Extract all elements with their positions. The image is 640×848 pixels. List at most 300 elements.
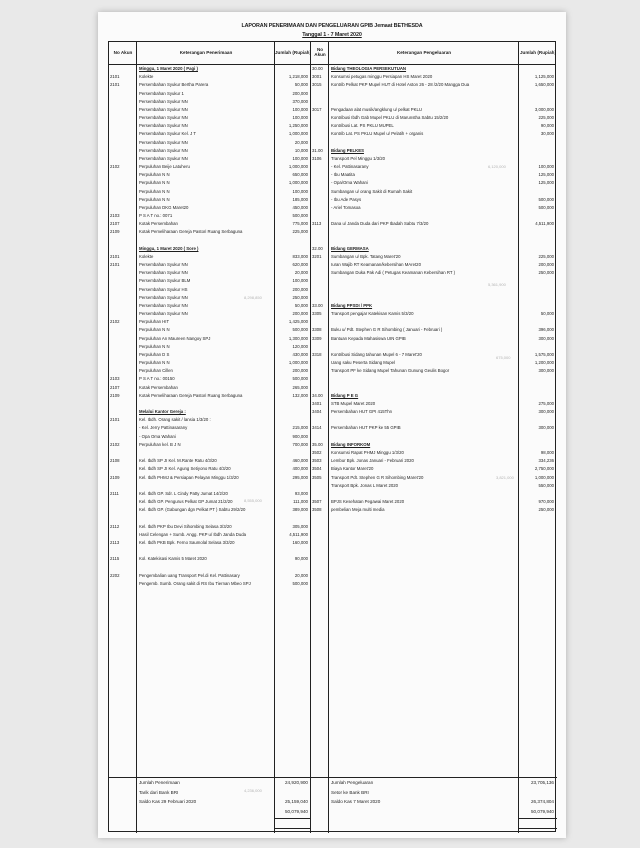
income-amount: 500,000 xyxy=(292,327,308,333)
income-description: Kotak Persembahan xyxy=(139,221,178,227)
summary-income-amount: 25,159,040 xyxy=(285,799,308,804)
expense-description: STB Mupel Maret 2020 xyxy=(331,400,376,406)
income-amount: 160,000 xyxy=(292,539,308,545)
expense-amount: 1,650,000 xyxy=(534,82,554,88)
income-account-no: 2101 xyxy=(110,74,120,80)
income-description: Pengembalian uang Transport Pel.di Kel. Pattinasary xyxy=(139,572,240,578)
expense-description: - Ibu Ade Pasys xyxy=(331,196,362,202)
income-description: Perpuluhan N N xyxy=(139,327,170,333)
expense-row xyxy=(109,155,557,163)
income-amount: 250,000 xyxy=(292,294,308,300)
header-no-akun-right: No Akun xyxy=(314,47,326,57)
expense-account-no: 3508 xyxy=(312,507,322,513)
expense-amount: 300,000 xyxy=(538,335,554,341)
expense-row xyxy=(109,490,557,498)
expense-description: - Opa/Oma Wahani xyxy=(331,180,368,186)
expense-amount: 550,000 xyxy=(538,482,554,488)
expense-amount: 500,000 xyxy=(538,204,554,210)
expense-account-no: 3309 xyxy=(312,335,322,341)
expense-row xyxy=(109,98,557,106)
income-account-no: 2109 xyxy=(110,229,120,235)
income-account-no: 2101 xyxy=(110,253,120,259)
expense-row xyxy=(109,147,557,155)
expense-description: Kontribusi Lat. PS PKLU MUPEL xyxy=(331,123,394,129)
expense-amount: 225,000 xyxy=(538,253,554,259)
expense-row xyxy=(109,318,557,326)
income-amount: 450,000 xyxy=(292,204,308,210)
income-amount: 10,000 xyxy=(294,147,308,153)
expense-amount: 90,000 xyxy=(540,123,554,129)
expense-account-no: 3505 xyxy=(312,474,322,480)
income-description: Kotak Pemeliharaan Gereja Pastori Ruang Serbaguna xyxy=(139,392,243,398)
expense-section-heading: Bidang INFORKOM xyxy=(331,441,371,447)
income-amount: 120,000 xyxy=(292,343,308,349)
expense-account-no: 3015 xyxy=(312,82,322,88)
income-description: Kotak Persembahan xyxy=(139,384,178,390)
income-description: Persembahan Syukur Kel. J T xyxy=(139,131,197,137)
income-amount: 90,000 xyxy=(294,556,308,562)
expense-account-no: 3504 xyxy=(312,466,322,472)
expense-row xyxy=(109,122,557,130)
expense-description: - Kel. Pattinasarany xyxy=(331,164,369,170)
expense-row xyxy=(109,294,557,302)
expense-row xyxy=(109,474,557,482)
summary-expense-label: Jumlah Pengeluaran xyxy=(331,780,374,785)
expense-description: Transport pengajar Katekisan Kamis 5/3/20 xyxy=(331,311,414,317)
expense-account-no: 32.00 xyxy=(312,245,323,251)
income-amount: 305,000 xyxy=(292,523,308,529)
income-description: Hasil Celengan + Sumb. Angg. PKP u/ Ibdh Janda Duda xyxy=(139,531,247,537)
income-amount: 430,000 xyxy=(292,351,308,357)
income-description: Perpuluhan Cillen xyxy=(139,368,173,374)
expense-account-no: 3318 xyxy=(312,351,322,357)
expense-account-no: 3113 xyxy=(312,221,322,227)
income-section-heading: Minggu, 1 Maret 2020 ( Pagi ) xyxy=(139,66,198,71)
total-underline xyxy=(519,818,557,819)
income-description: Perpuluhan HIT xyxy=(139,319,170,325)
expense-amount: 1,000,000 xyxy=(534,474,554,480)
income-row xyxy=(109,539,557,547)
expense-description: Transport Pdt. Stephen G R Sihombing Maret'20 xyxy=(331,474,424,480)
expense-row xyxy=(109,114,557,122)
expense-description: Buku u/ Pdt. Stephen G R Sihombing ( Januari - Februari ) xyxy=(331,327,443,333)
income-amount: 93,000 xyxy=(294,490,308,496)
income-description: Persembahan Syukur NN xyxy=(139,294,188,300)
income-account-no: 2101 xyxy=(110,82,120,88)
income-amount: 500,000 xyxy=(292,376,308,382)
expense-row xyxy=(109,400,557,408)
expense-description: Sumbangan u/ Bpk. Tatang Maret'20 xyxy=(331,253,401,259)
income-amount: 200,000 xyxy=(292,90,308,96)
income-amount: 111,000 xyxy=(293,499,308,504)
expense-description: - Ibu Maatita xyxy=(331,172,355,178)
expense-row xyxy=(109,204,557,212)
expense-row xyxy=(109,253,557,261)
income-amount: 100,000 xyxy=(292,155,308,161)
expense-description: Konsumsi petugas minggu Persiapan HS Maret 2020 xyxy=(331,74,433,80)
income-description: Perpuluhan N N xyxy=(139,343,170,349)
income-account-no: 2102 xyxy=(110,164,120,170)
expense-row xyxy=(109,326,557,334)
income-account-no: 2107 xyxy=(110,384,120,390)
income-row xyxy=(109,563,557,571)
expense-amount: 500,000 xyxy=(538,196,554,202)
income-account-no: 2109 xyxy=(110,474,120,480)
expense-amount: 100,000 xyxy=(538,164,554,170)
income-amount: 265,000 xyxy=(292,384,308,390)
expense-description: Kontribusi Ibdh Gab Mupel PKLU di Marunstha Sabtu 15/2/20 xyxy=(331,115,449,121)
income-amount: 225,000 xyxy=(292,229,308,235)
expense-row xyxy=(109,90,557,98)
expense-account-no: 3404 xyxy=(312,409,322,415)
expense-row xyxy=(109,384,557,392)
income-description: Kel. Ibdh SP JI Kel. Agung Setiyono Ratu 4/3/20 xyxy=(139,466,231,472)
expense-account-no: 3308 xyxy=(312,327,322,333)
income-description: Perpuluhan N N xyxy=(139,172,170,178)
income-account-no: 2108 xyxy=(110,458,120,464)
expense-row xyxy=(109,433,557,441)
expense-account-no: 3201 xyxy=(312,253,322,259)
expense-amount: 1,575,000 xyxy=(534,351,554,357)
expense-amount: 1,125,000 xyxy=(534,74,554,80)
income-amount: 200,000 xyxy=(292,311,308,317)
total-underline xyxy=(275,828,310,829)
expense-account-no: 3001 xyxy=(312,74,322,80)
expense-section-heading: Bidang PELKES xyxy=(331,147,364,153)
income-amount: 50,000 xyxy=(294,302,308,308)
expense-row xyxy=(109,310,557,318)
income-row xyxy=(109,580,557,588)
expense-row xyxy=(109,228,557,236)
income-amount: 185,000 xyxy=(292,196,308,202)
income-amount: 500,000 xyxy=(292,580,308,586)
income-description: Persembahan Syukur NN xyxy=(139,115,188,121)
income-amount: 1,300,000 xyxy=(288,335,308,341)
subtotal-stamp: 3,821,000 xyxy=(496,475,514,480)
expense-description: Persembahan HUT PKP ke 55 GPIB xyxy=(331,425,401,431)
income-account-no: 2111 xyxy=(110,490,119,496)
income-amount: 500,000 xyxy=(292,213,308,219)
report-sheet xyxy=(98,12,566,838)
income-account-no: 2102 xyxy=(110,441,120,447)
income-description: Persembahan Syukur BLM xyxy=(139,278,191,284)
income-description: Persembahan Syukur NN xyxy=(139,98,188,104)
expense-row xyxy=(109,375,557,383)
expense-amount: 1,200,000 xyxy=(534,360,554,366)
income-account-no: 2115 xyxy=(110,556,120,562)
expense-row xyxy=(109,424,557,432)
expense-row xyxy=(109,139,557,147)
income-description: P S A T no.: 0071 xyxy=(139,213,173,219)
income-amount: 295,000 xyxy=(292,474,308,480)
subtotal-stamp: 8,555,000 xyxy=(244,498,262,503)
report-title: LAPORAN PENERIMAAN DAN PENGELUARAN GPIB Jemaat BETHESDA xyxy=(241,23,423,29)
income-description: Persembahan Syukur NN xyxy=(139,147,188,153)
income-description: Persembahan Syukur NN xyxy=(139,270,188,276)
expense-amount: 125,000 xyxy=(538,172,554,178)
income-row xyxy=(109,531,557,539)
income-description: - Opa Oma Wahani xyxy=(139,433,176,439)
income-account-no: 2202 xyxy=(110,572,120,578)
income-row xyxy=(109,514,557,522)
income-description: Kel. Ibdh GP. (Gabungan dgn Pelkat PT ) Sabtu 29/2/20 xyxy=(139,507,246,513)
income-account-no: 2112 xyxy=(110,523,120,529)
expense-amount: 2,750,000 xyxy=(534,466,554,472)
expense-description: Persembahan HUT GPI 415Thn xyxy=(331,409,393,415)
expense-account-no: 3507 xyxy=(312,499,322,504)
expense-description: Bantuan Kepada Mahasiswa UIN GPIB xyxy=(331,335,406,341)
expense-description: Sumbangan Duka Pak Adi ( Petugas Keamanan Kebersihan RT ) xyxy=(331,270,456,276)
income-account-no: 2103 xyxy=(110,213,120,219)
income-account-no: 2107 xyxy=(110,221,120,227)
income-description: Kotak Pemeliharaan Gereja Pastori Ruang Serbaguna xyxy=(139,229,243,235)
income-amount: 1,425,000 xyxy=(288,319,308,325)
income-account-no: 2101 xyxy=(110,262,120,268)
expense-row xyxy=(109,465,557,473)
expense-description: Biaya Kantor Maret'20 xyxy=(331,466,374,472)
income-amount: 370,000 xyxy=(292,98,308,104)
total-underline xyxy=(519,828,557,829)
expense-account-no: 30.00 xyxy=(312,66,323,71)
header-jumlah-left: Jumlah (Rupiah) xyxy=(275,49,311,55)
expense-amount: 275,000 xyxy=(538,400,554,406)
income-description: Persembahan Syukur NN xyxy=(139,262,188,268)
expense-description: Transport PF ke Sidang Mupel Tahunan Gunung Geulis Bogor xyxy=(331,368,450,374)
expense-amount: 225,000 xyxy=(538,115,554,121)
income-description: Persembahan Syukur HS xyxy=(139,286,188,292)
summary-expense-label: Setor ke Bank BRI xyxy=(331,789,369,795)
income-row xyxy=(109,572,557,580)
expense-row xyxy=(109,261,557,269)
income-amount: 200,000 xyxy=(292,286,308,292)
income-amount: 100,000 xyxy=(292,278,308,284)
summary-expense-label: Saldo Kas 7 Maret 2020 xyxy=(331,799,381,804)
expense-amount: 50,000 xyxy=(540,311,554,317)
income-amount: 900,000 xyxy=(292,433,308,439)
income-amount: 1,000,000 xyxy=(288,164,308,170)
income-description: - Kel. Jerry Pattinasarany xyxy=(139,425,188,431)
expense-description: Kontribusi Sidang tahunan Mupel 6 - 7 Maret'20 xyxy=(331,351,422,357)
expense-row xyxy=(109,81,557,89)
expense-row xyxy=(109,367,557,375)
income-amount: 20,000 xyxy=(294,572,308,578)
expense-description: - Ariel Tomasoa xyxy=(331,204,361,210)
income-description: Perpuluhan An Maureen Nangoy SPJ xyxy=(139,335,211,341)
income-amount: 389,000 xyxy=(292,507,308,513)
expense-row xyxy=(109,482,557,490)
income-amount: 100,000 xyxy=(292,188,308,194)
expense-description: Uang saku Peserta Sidang Mupel xyxy=(331,360,396,366)
expense-amount: 300,000 xyxy=(538,368,554,374)
income-description: Perpuluhan N N xyxy=(139,188,170,194)
header-jumlah-right: Jumlah (Rupiah) xyxy=(520,49,556,55)
income-description: Kel. Ibdh PKB Bpk. Ferno Saumolal Selasa 3/3/20 xyxy=(139,539,235,545)
expense-account-no: 3305 xyxy=(312,311,322,317)
income-description: Persembahan Syukur NN xyxy=(139,139,188,145)
income-amount: 775,000 xyxy=(292,221,308,227)
expense-row xyxy=(109,498,557,506)
expense-description: Lembur Bpk. Jonas Januari - Februari 2020 xyxy=(331,458,414,464)
expense-row xyxy=(109,220,557,228)
summary-income-label: Jumlah Penerimaan xyxy=(139,780,180,785)
expense-row xyxy=(109,416,557,424)
income-amount: 700,000 xyxy=(292,441,308,447)
expense-row xyxy=(109,130,557,138)
income-amount: 215,000 xyxy=(292,425,308,431)
income-description: Kolekte xyxy=(139,253,154,259)
subtotal-stamp: 675,000 xyxy=(496,355,511,360)
expense-row xyxy=(109,302,557,310)
summary-expense-amount: 23,705,136 xyxy=(531,780,554,785)
summary-income-label: Saldo Kas 29 Februari 2020 xyxy=(139,799,197,804)
expense-amount: 30,000 xyxy=(540,131,554,137)
income-row xyxy=(109,547,557,555)
income-amount: 20,000 xyxy=(294,270,308,276)
summary-expense-amount: 26,374,804 xyxy=(531,799,554,804)
expense-amount: 125,000 xyxy=(538,180,554,186)
income-account-no: 2102 xyxy=(110,319,120,325)
income-description: Perpuluhan N N xyxy=(139,360,170,366)
expense-row xyxy=(109,408,557,416)
expense-row xyxy=(109,73,557,81)
expense-account-no: 3502 xyxy=(312,449,322,455)
expense-row xyxy=(109,506,557,514)
expense-amount: 300,000 xyxy=(538,409,554,415)
income-amount: 650,000 xyxy=(292,172,308,178)
income-description: Perpuluhan DKG Maret20 xyxy=(139,204,189,210)
header-keterangan-penerimaan: Keterangan Penerimaan xyxy=(179,49,233,55)
expense-row xyxy=(109,237,557,245)
expense-row xyxy=(109,179,557,187)
summary-income-amount: 50,079,940 xyxy=(285,808,308,814)
income-account-no: 2103 xyxy=(110,376,120,382)
expense-account-no: 33.00 xyxy=(312,302,323,308)
income-description: P S A T no.: 00150 xyxy=(139,376,175,382)
expense-amount: 300,000 xyxy=(538,425,554,431)
expense-row xyxy=(109,335,557,343)
income-amount: 1,218,000 xyxy=(288,74,308,80)
expense-description: Iuran Wajib RT Keamanan/kebersihan MAret20 xyxy=(331,262,421,268)
expense-amount: 334,236 xyxy=(538,458,554,464)
expense-account-no: 34.00 xyxy=(312,392,323,398)
expense-amount: 4,511,900 xyxy=(535,221,554,227)
income-amount: 200,000 xyxy=(292,368,308,374)
income-amount: 620,000 xyxy=(292,262,308,268)
income-description: Pengemb. Sumb. Orang sakit di RS Ibu Tiernan Mbeo SPJ xyxy=(139,580,251,586)
income-description: Persembahan Syukur NN xyxy=(139,123,188,129)
income-amount: 833,000 xyxy=(292,253,308,259)
income-description: Perpuluhan Beije Latuheru xyxy=(139,164,190,170)
income-amount: 400,000 xyxy=(292,466,308,472)
expense-row xyxy=(109,441,557,449)
expense-description: Kontrib Lat. PS PKLU Mupel u/ Pelatih + organis xyxy=(331,131,424,137)
expense-description: Pengadaan alat musik/angklung u/ pelkat PKLU xyxy=(331,106,423,112)
income-amount: 20,000 xyxy=(294,139,308,145)
income-description: Persembahan Syukur NN xyxy=(139,106,188,112)
income-amount: 132,000 xyxy=(292,392,308,398)
total-underline xyxy=(275,818,310,819)
income-amount: 1,000,000 xyxy=(288,360,308,366)
income-description: Kel. Ibdh GP. Pengurus Pelkat GP Jumat 21/2/20 xyxy=(139,499,233,504)
income-description: Kol. Katekisasi Kamis 5 Maret 2020 xyxy=(139,556,207,562)
income-description: Kel. Ibdh PKP Ibu Devi Sihombing Selasa 3/3/20 xyxy=(139,523,232,529)
expense-amount: 98,000 xyxy=(540,449,554,455)
income-description: Persembahan Syukur NN xyxy=(139,302,188,308)
income-description: Kel. Ibdh GP. Sdr. L Cindy Patty Jumat 14/2/20 xyxy=(139,490,228,496)
income-account-no: 2113 xyxy=(110,539,120,545)
subtotal-stamp: 4,236,000 xyxy=(244,788,262,793)
expense-account-no: 3106 xyxy=(312,155,322,161)
summary-divider xyxy=(109,777,557,778)
report-table xyxy=(108,41,556,832)
table-header xyxy=(109,42,555,65)
expense-row xyxy=(109,449,557,457)
income-amount: 100,000 xyxy=(292,106,308,112)
expense-account-no: 3503 xyxy=(312,458,322,464)
expense-amount: 396,000 xyxy=(538,327,554,333)
expense-row xyxy=(109,343,557,351)
income-description: Persembahan Syukur 1 xyxy=(139,90,184,96)
summary-income-label: Tarik dari Bank BRI xyxy=(139,789,179,795)
expense-row xyxy=(109,188,557,196)
expense-description: Dana u/ Janda Duda dari PKP Ibadah Sabtu 7/3/20 xyxy=(331,221,429,227)
expense-amount: 970,000 xyxy=(538,499,554,504)
income-description: Kel. Ibdh SP JI Kel. M.Rante Ratu 4/3/20 xyxy=(139,458,217,464)
expense-description: Transport Bpk. Jonas L Maret 2020 xyxy=(331,482,399,488)
income-description: Perpuluhan kel. B J N xyxy=(139,441,181,447)
expense-amount: 250,000 xyxy=(538,507,554,513)
expense-account-no: 31.00 xyxy=(312,147,323,153)
income-amount: 460,000 xyxy=(292,458,308,464)
income-description: Perpuluhan N N xyxy=(139,196,170,202)
expense-description: pembelian Meja multi media xyxy=(331,507,385,513)
expense-amount: 250,000 xyxy=(538,270,554,276)
income-amount: 100,000 xyxy=(292,115,308,121)
income-description: Persembahan Syukur Bertha Parera xyxy=(139,82,209,88)
expense-description: Transport Pel Minggu 1/3/20 xyxy=(331,155,386,161)
expense-row xyxy=(109,269,557,277)
income-description: Persembahan Syukur NN xyxy=(139,311,188,317)
income-description: Perpuluhan D S xyxy=(139,351,170,357)
expense-row xyxy=(109,359,557,367)
expense-description: BPJS Kesehatan Pegawai Maret 2020 xyxy=(331,499,405,504)
report-date: Tanggal 1 - 7 Maret 2020 xyxy=(302,32,362,38)
header-keterangan-pengeluaran: Keterangan Pengeluaran xyxy=(396,49,452,55)
subtotal-stamp: 5,361,900 xyxy=(488,282,506,287)
expense-account-no: 3401 xyxy=(312,400,322,406)
expense-row xyxy=(109,65,557,73)
header-no-akun-left: No Akun xyxy=(113,49,133,55)
income-account-no: 2109 xyxy=(110,392,120,398)
income-description: Persembahan Syukur NN xyxy=(139,155,188,161)
expense-section-heading: Bidang GERMASA xyxy=(331,245,369,251)
income-description: Kolekte xyxy=(139,74,154,80)
income-amount: 1,000,000 xyxy=(288,131,308,137)
expense-account-no: 3017 xyxy=(312,106,322,112)
expense-section-heading: Bidang PPSDI / PPK xyxy=(331,302,373,308)
income-amount: 4,511,900 xyxy=(289,531,308,537)
income-account-no: 2101 xyxy=(110,417,120,423)
expense-row xyxy=(109,171,557,179)
income-description: Kel. Ibdh. Orang sakit / lansia 1/3/20 : xyxy=(139,417,211,423)
subtotal-stamp: 8,298,850 xyxy=(244,295,262,300)
expense-row xyxy=(109,106,557,114)
summary-income-amount: 24,920,900 xyxy=(285,780,308,785)
expense-description: Sumbangan u/ orang Sakit di Rumah Sakit xyxy=(331,188,413,194)
expense-row xyxy=(109,457,557,465)
income-row xyxy=(109,523,557,531)
income-description: Perpuluhan N N xyxy=(139,180,170,186)
